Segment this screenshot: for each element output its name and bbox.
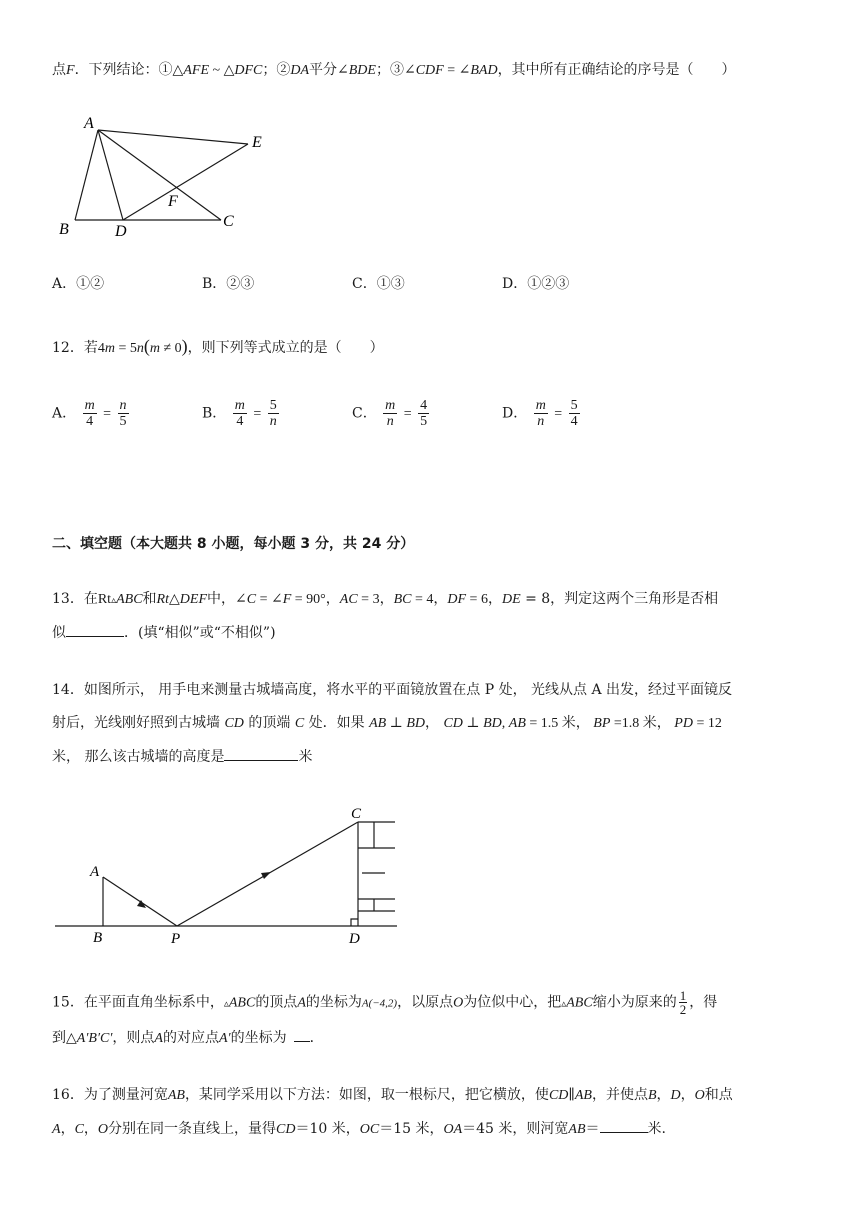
q16-text: CD	[548, 1088, 569, 1103]
q13-text: DEF	[179, 592, 207, 607]
q15-text: A	[297, 995, 306, 1011]
q12-expr: m	[149, 341, 160, 356]
q16-text: AB	[167, 1088, 185, 1103]
q15-text: ，则点	[112, 1030, 155, 1046]
q14-label-p: P	[171, 931, 181, 947]
q14-label-d: D	[349, 931, 360, 947]
q15-text: 的坐标为	[230, 1030, 287, 1046]
q11-angle-cdf: CDF	[415, 63, 444, 78]
q15-text: ，得	[689, 994, 718, 1011]
q14-text: ,	[501, 716, 509, 731]
q14-line1: 14．如图所示， 用手电来测量古城墙高度，将水平的平面镜放置在点 P 处， 光线从点 A 出发，经过平面镜反	[52, 682, 733, 698]
option-label: A．	[52, 405, 77, 422]
q14-text: BP	[593, 716, 611, 731]
equals: =	[403, 406, 412, 422]
q12-expr: = 5	[114, 341, 137, 356]
q15-text: O	[453, 995, 464, 1011]
q14-text: ⊥	[386, 716, 407, 731]
q16-text: 分别在同一条直线上，量得	[108, 1121, 277, 1137]
q11-option-b[interactable]	[202, 274, 254, 294]
q14-label-a: A	[90, 864, 100, 880]
q13-text: AC	[339, 592, 358, 607]
q11-label-b: B	[59, 221, 69, 238]
q15-text: A	[154, 1031, 163, 1046]
q15-answer-blank[interactable]	[294, 1027, 310, 1042]
option-label: D．	[502, 405, 528, 422]
q14-text: 射后，光线刚好照到古城墙	[52, 715, 225, 731]
q13-text: Rt	[97, 592, 112, 607]
q11-label-e: E	[252, 134, 262, 151]
q13-text: = 3，	[357, 592, 394, 607]
q14-text: 米， 那么该古城墙的高度是	[52, 749, 225, 765]
denominator: n	[269, 414, 277, 429]
q15-text: ▵	[223, 998, 229, 1010]
q16-text: 和点	[704, 1087, 733, 1103]
q15-fraction	[679, 989, 688, 1016]
q11-text: 平分∠	[309, 62, 349, 78]
q14-text: = 12	[692, 716, 722, 731]
q13-text: = 90°，	[291, 592, 340, 607]
q16-text: 16．为了测量河宽	[52, 1087, 168, 1103]
option-label: B．	[202, 405, 227, 422]
q16-text: ，	[83, 1121, 98, 1137]
option-text: ②③	[226, 276, 255, 292]
q16-text: ＝10 米，	[295, 1121, 360, 1137]
q14-text: CD	[224, 716, 244, 731]
q11-question: ，其中所有正确结论的序号是（ ）	[497, 62, 736, 78]
q16-text: 米.	[647, 1121, 666, 1137]
q13-answer-blank[interactable]	[66, 622, 124, 637]
q16-answer-blank[interactable]	[600, 1118, 648, 1133]
denominator: 5	[420, 414, 428, 429]
q11-tri-afe: AFE	[183, 63, 209, 78]
fraction	[268, 398, 279, 429]
q11-text: ；②	[262, 62, 291, 78]
q13-text: DF	[447, 592, 467, 607]
q15-text: 的顶点	[255, 994, 298, 1011]
q13-line2	[52, 622, 820, 643]
q11-seg-de	[123, 144, 248, 220]
q16-text: ＝15 米，	[379, 1121, 444, 1137]
q13-text: △	[169, 592, 180, 607]
q11-similar-sign: ~ △	[209, 63, 235, 78]
q14-text: C	[294, 716, 305, 731]
q16-text: A	[52, 1122, 61, 1137]
q13-text: = 6，	[466, 592, 502, 607]
q15-text: 到△	[52, 1030, 77, 1046]
q13-line1	[52, 589, 820, 611]
q11-label-f: F	[168, 193, 178, 210]
q12-option-b[interactable]	[202, 398, 281, 429]
denominator: 5	[119, 414, 127, 429]
q14-text: =1.8 米，	[610, 716, 675, 731]
q16-line2	[52, 1118, 820, 1140]
q16-text: B	[647, 1088, 657, 1103]
q13-text: 中，∠	[207, 591, 247, 607]
q14-text: 处．如果	[304, 715, 370, 731]
q11-label-d: D	[115, 223, 127, 240]
q14-text: = 1.5 米，	[525, 716, 594, 731]
q13-text: 13．在	[52, 591, 98, 607]
q13-text: = ∠	[256, 592, 283, 607]
denominator: 2	[679, 1002, 687, 1017]
q11-seg-da: DA	[290, 63, 310, 78]
q12-expr: 4	[97, 341, 105, 356]
q15-text: 的对应点	[162, 1030, 219, 1046]
q14-arrow-2	[261, 872, 271, 879]
numerator: 5	[269, 398, 277, 413]
equals: =	[103, 406, 112, 422]
q15-text: 缩小为原来的	[592, 994, 677, 1011]
option-label: B．	[202, 276, 227, 292]
q13-text: ABC	[116, 592, 143, 607]
option-text: ①②③	[527, 276, 570, 292]
q13-text: 和	[142, 591, 157, 607]
q15-text: A′	[218, 1031, 231, 1046]
q14-text: CD	[443, 716, 463, 731]
q16-text: C	[74, 1122, 84, 1137]
fraction	[418, 398, 429, 429]
section-heading: 二、填空题（本大题共 8 小题，每小题 3 分，共 24 分）	[52, 536, 415, 552]
q16-text: ∥	[568, 1088, 575, 1103]
fraction	[383, 398, 397, 429]
denominator: 4	[570, 414, 578, 429]
fraction	[534, 398, 548, 429]
q11-seg-ac	[98, 130, 221, 220]
q11-option-c[interactable]	[352, 274, 405, 294]
q16-text: ＝45 米，则河宽	[462, 1121, 569, 1137]
q11-angle-bad: BAD	[470, 63, 498, 78]
q14-text: ⊥	[462, 716, 484, 731]
numerator: 5	[570, 398, 578, 413]
q16-text: AB	[568, 1122, 586, 1137]
q14-text: AB	[508, 716, 526, 731]
q11-statement	[52, 60, 820, 81]
q14-line2	[52, 713, 820, 734]
q14-answer-blank[interactable]	[224, 746, 298, 761]
q13-text: F	[282, 592, 292, 607]
numerator: m	[385, 398, 396, 413]
denominator: 4	[86, 414, 94, 429]
q15-text: A′B′C′	[76, 1031, 113, 1046]
fraction	[83, 398, 97, 429]
q11-seg-ab	[75, 130, 98, 220]
q16-line1	[52, 1085, 820, 1106]
q16-text: ＝	[585, 1121, 600, 1137]
q11-angle-bde: BDE	[348, 63, 376, 78]
q13-text: ▵	[111, 595, 117, 606]
q16-text: OC	[359, 1122, 380, 1137]
q13-text: 似	[52, 625, 66, 641]
numerator: 1	[679, 988, 687, 1003]
q11-eq: = ∠	[443, 63, 471, 78]
q15-coord: A(−4,2)	[361, 997, 398, 1010]
q13-text: ．(填“相似”或“不相似”)	[124, 625, 276, 641]
q14-text: BD	[483, 716, 502, 731]
q15-text: ，以原点	[397, 994, 454, 1011]
q13-text: Rt	[156, 592, 169, 607]
q14-line3	[52, 746, 820, 767]
q12-expr: n	[136, 341, 144, 356]
q11-label-c: C	[223, 213, 234, 230]
denominator: n	[537, 414, 545, 429]
q11-option-a[interactable]	[52, 274, 104, 294]
q16-text: OA	[443, 1122, 463, 1137]
q14-text: 米	[298, 749, 313, 765]
q16-text: ，并使点	[591, 1087, 648, 1103]
q12-number: 12．若	[52, 340, 98, 356]
numerator: m	[535, 398, 546, 413]
q11-text: ．下列结论：①△	[74, 62, 184, 78]
q13-text: BC	[393, 592, 412, 607]
q15-text: ABC	[228, 995, 256, 1011]
q14-text: AB	[369, 716, 387, 731]
numerator: m	[234, 398, 245, 413]
q16-text: O	[97, 1122, 109, 1137]
q16-text: ，	[680, 1087, 695, 1103]
q13-text: = 8，判定这两个三角形是否相	[520, 591, 719, 607]
equals: =	[554, 406, 563, 422]
q15-line2	[52, 1027, 820, 1049]
numerator: m	[84, 398, 95, 413]
q12-option-d[interactable]	[502, 398, 582, 429]
q11-text: ；③∠	[375, 62, 416, 78]
numerator: 4	[420, 398, 428, 413]
fraction	[569, 398, 580, 429]
q16-text: D	[670, 1088, 681, 1103]
q14-text: ，	[425, 715, 444, 731]
q16-text: ，	[60, 1121, 75, 1137]
option-label: D．	[502, 276, 528, 292]
equals: =	[253, 406, 262, 422]
denominator: n	[386, 414, 394, 429]
q13-text: = 4，	[411, 592, 448, 607]
fraction	[118, 398, 129, 429]
q11-point-f: F	[66, 63, 75, 78]
q14-label-c: C	[351, 806, 362, 822]
q13-text: C	[246, 592, 257, 607]
q15-text: ABC	[566, 995, 593, 1011]
q16-text: ，某同学采用以下方法：如图，取一根标尺，把它横放，使	[184, 1087, 549, 1103]
q12-option-a[interactable]	[52, 398, 131, 429]
q11-seg-ae	[98, 130, 248, 144]
q13-text: DE	[501, 592, 521, 607]
q12-expr: ≠ 0	[159, 341, 182, 356]
q11-text: 点	[52, 62, 66, 78]
q11-seg-ad	[98, 130, 123, 220]
q12-expr: m	[104, 341, 115, 356]
q16-text: ，	[656, 1087, 671, 1103]
q16-text: O	[694, 1088, 705, 1103]
q14-right-angle	[351, 919, 358, 926]
q15-text: 的坐标为	[305, 994, 362, 1011]
option-label: A．	[52, 276, 77, 292]
q14-text: PD	[674, 716, 693, 731]
denominator: 4	[236, 414, 244, 429]
option-label: C．	[352, 276, 377, 292]
q11-label-a: A	[84, 115, 94, 132]
q15-text: ．	[309, 1030, 324, 1046]
q12-expr: (	[143, 336, 150, 356]
q14-wall-figure	[55, 800, 405, 950]
numerator: n	[119, 398, 127, 413]
q12-option-c[interactable]	[352, 398, 431, 429]
q15-text: 为位似中心，把	[463, 994, 562, 1011]
q11-option-d[interactable]	[502, 274, 569, 294]
fraction	[233, 398, 247, 429]
q12-expr: )	[181, 336, 188, 356]
q14-text: 的顶端	[243, 715, 295, 731]
q15-text: ▵	[561, 998, 567, 1010]
q16-text: CD	[276, 1122, 296, 1137]
q11-triangle-figure	[50, 108, 280, 243]
q14-label-b: B	[93, 930, 103, 946]
q14-text: BD	[406, 716, 426, 731]
q11-tri-dfc: DFC	[234, 63, 263, 78]
option-text: ①③	[376, 276, 405, 292]
option-label: C．	[352, 405, 377, 422]
q16-text: AB	[574, 1088, 592, 1103]
q15-line1	[52, 989, 820, 1016]
option-text: ①②	[76, 276, 105, 292]
q12-question: ，则下列等式成立的是（ ）	[187, 340, 384, 356]
q15-text: 15．在平面直角坐标系中，	[52, 994, 224, 1011]
q12-statement	[52, 336, 820, 359]
